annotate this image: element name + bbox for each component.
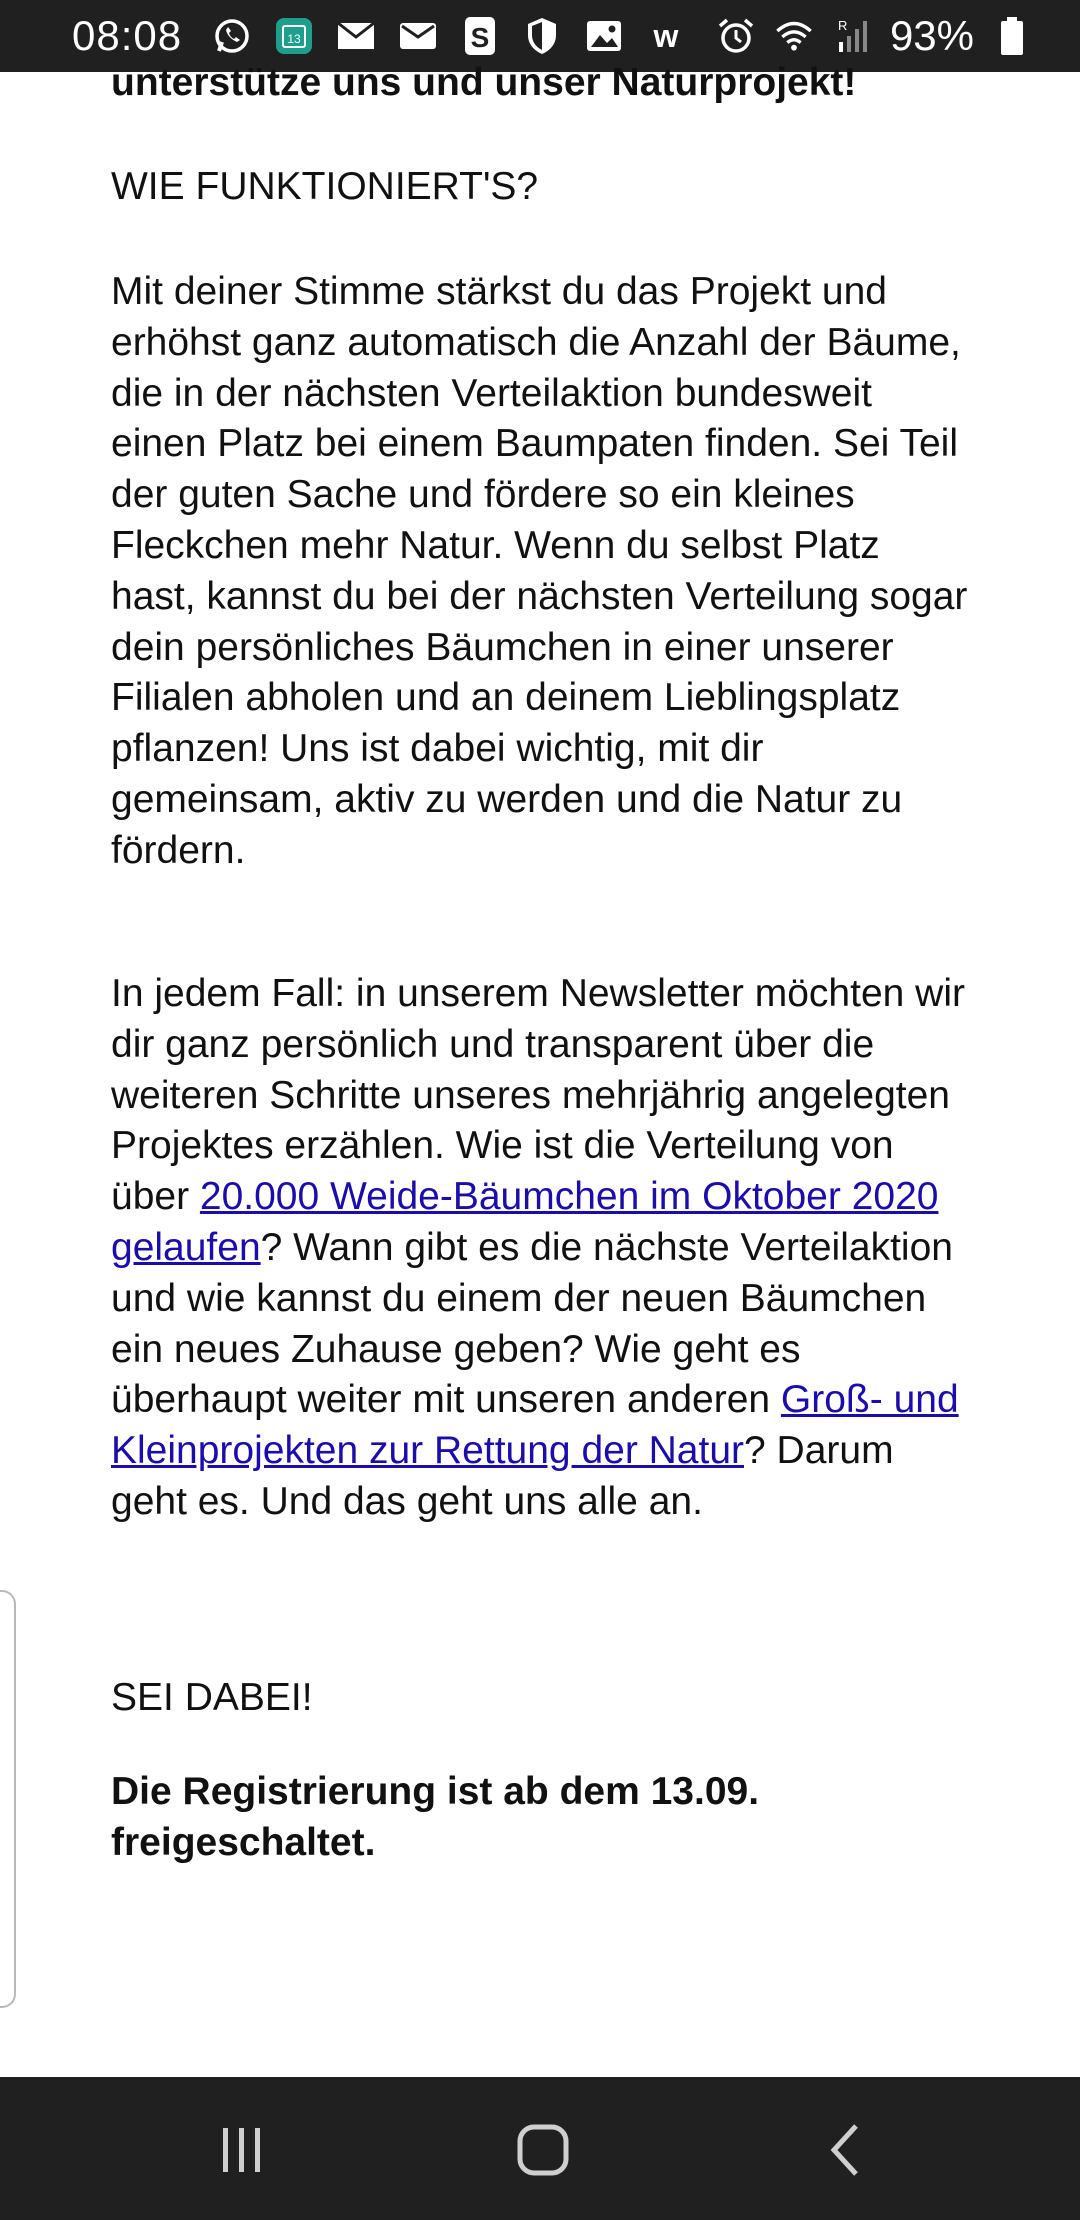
newsletter-text-3: ? Darum geht es. Und das geht uns alle an.: [111, 1429, 894, 1523]
mail-filled-icon: [398, 16, 438, 56]
navigation-bar: [0, 2077, 1080, 2220]
whatsapp-icon: [212, 16, 252, 56]
join-heading: SEI DABEI!: [111, 1676, 313, 1719]
home-icon[interactable]: [508, 2115, 578, 2185]
newsletter-paragraph: [111, 969, 971, 1528]
distribution-2020-link[interactable]: 20.000 Weide-Bäumchen im Oktober 2020 gelaufen: [111, 1175, 939, 1269]
signal-icon: [832, 16, 872, 56]
s-app-icon: [460, 16, 500, 56]
article-top-heading: unterstütze uns und unser Naturprojekt!: [111, 61, 857, 104]
how-it-works-heading: WIE FUNKTIONIERT'S?: [111, 165, 539, 208]
newsletter-text-2: ? Wann gibt es die nächste Verteilaktion und wie kannst du einem der neuen Bäumchen ein neues Zuhause geben? Wie geht es überhaupt weiter mit unseren anderen: [111, 1225, 953, 1422]
alarm-icon: [716, 16, 756, 56]
registration-notice: Die Registrierung ist ab dem 13.09. freigeschaltet.: [111, 1770, 760, 1864]
battery-icon: [992, 16, 1032, 56]
w-app-letter: w: [653, 19, 679, 53]
recent-apps-icon[interactable]: [207, 2115, 277, 2185]
shield-icon: [522, 16, 562, 56]
w-app-icon: [646, 16, 686, 56]
s-app-letter: S: [470, 22, 490, 53]
battery-percent: 93%: [889, 12, 974, 59]
newsletter-text-1: In jedem Fall: in unserem Newsletter möchten wir dir ganz persönlich und transparent über die weiteren Schritte unseres mehrjährig angelegten Projektes erzählen. Wie ist die Verteilung von über: [111, 972, 965, 1219]
status-time: 08:08: [72, 12, 183, 59]
mail-icon: [336, 16, 376, 56]
wifi-icon: [774, 16, 814, 56]
calendar-day: 13: [287, 32, 301, 46]
nature-projects-link[interactable]: Groß- und Kleinprojekten zur Rettung der Natur: [111, 1378, 959, 1473]
calendar-icon: [274, 16, 314, 56]
signal-letter: R: [837, 18, 848, 33]
edge-panel-handle[interactable]: [0, 1590, 16, 2008]
intro-paragraph: Mit deiner Stimme stärkst du das Projekt und erhöhst ganz automatisch die Anzahl der Bäume, die in der nächsten Verteilaktion bundesweit einen Platz bei einem Baumpaten finden. Sei Teil der guten Sache und fördere so ein kleines Fleckchen mehr Natur. Wenn du selbst Platz hast, kannst du bei der nächsten Verteilung sogar dein persönliches Bäumchen in einer unserer Filialen abholen und an deinem Lieblingsplatz pflanzen! Uns ist dabei wichtig, mit dir gemeinsam, aktiv zu werden und die Natur zu fördern.: [111, 270, 968, 872]
back-icon[interactable]: [810, 2115, 880, 2185]
image-icon: [584, 16, 624, 56]
